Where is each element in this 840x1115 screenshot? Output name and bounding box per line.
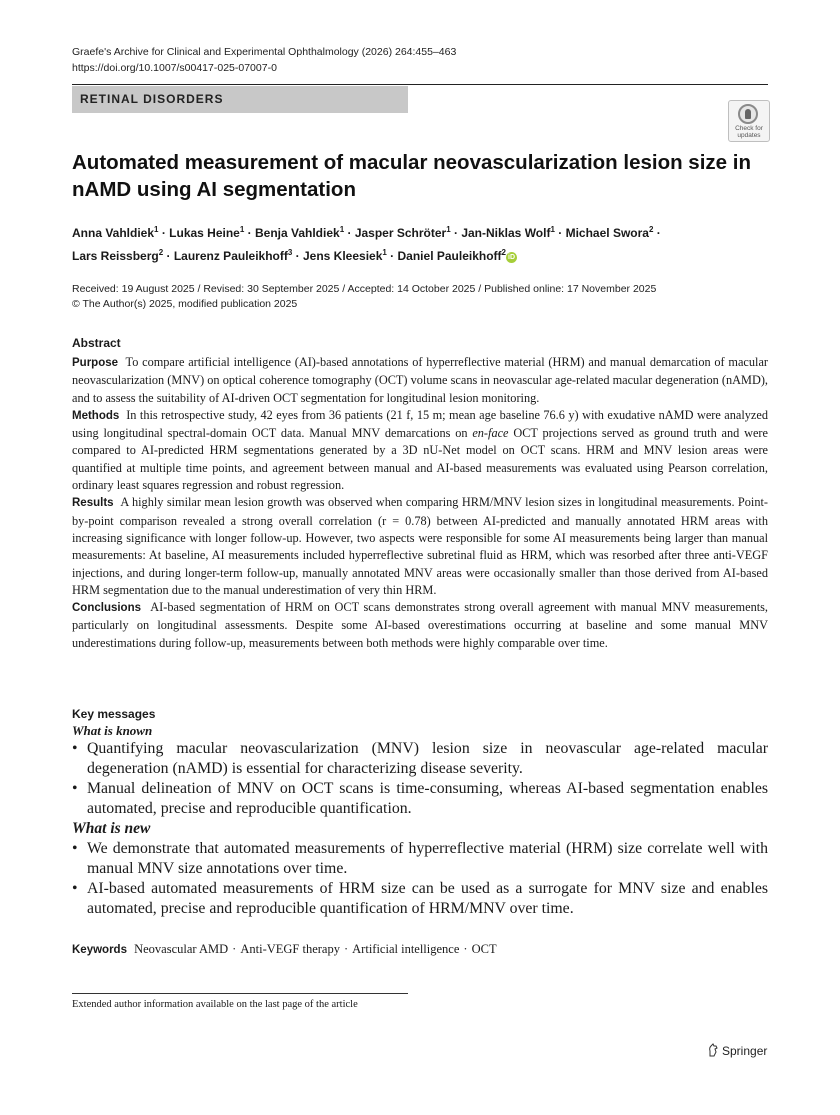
keyword-separator: · [463,942,468,956]
methods-label: Methods [72,409,120,422]
abstract-results [72,494,768,599]
check-for-updates-line2: updates [737,132,761,139]
author-affiliation: 3 [287,248,293,257]
author-name[interactable]: Lukas Heine [169,226,240,240]
copyright-notice: © The Author(s) 2025, modified publication 2025 [72,298,298,310]
author-name[interactable]: Michael Swora [565,226,649,240]
results-label: Results [72,497,114,510]
author-affiliation: 1 [339,225,345,234]
methods-text-a: In this retrospective study, 42 eyes from 36 patients (21 f, 15 m; mean age baseline 76.6 y) with exudative nAMD were analyzed using longitudinal spectral-domain OCT data. Manual MNV demarcations on [72,407,768,441]
author-separator: · [292,249,303,263]
publisher-logo [707,1043,767,1058]
author-name[interactable]: Anna Vahldiek [72,226,155,240]
conclusions-label: Conclusions [72,602,142,615]
list-item: • AI-based automated measurements of HRM size can be used as a surrogate for MNV size and enables automated, precise and reproducible quantification of HRM/MNV over time. [72,879,768,919]
header-divider [72,84,768,85]
author-name[interactable]: Daniel Pauleikhoff [397,249,502,263]
author-separator: · [163,249,174,263]
article-dates [72,282,656,312]
keyword: OCT [471,942,497,956]
author-separator: · [653,226,661,240]
key-messages [72,705,768,919]
what-is-known-heading: What is known [72,723,153,738]
keywords [72,942,497,957]
keyword: Artificial intelligence [352,942,460,956]
author-separator: · [344,226,355,240]
publication-history: Received: 19 August 2025 / Revised: 30 September 2025 / Accepted: 14 October 2025 / Published online: 17 November 2025 [72,283,657,295]
journal-header [72,44,456,76]
author-name[interactable]: Benja Vahldiek [254,226,340,240]
author-affiliation: 2 [501,248,506,257]
what-is-known-list [72,739,768,819]
check-for-updates-icon [738,104,758,124]
author-affiliation: 1 [382,248,387,257]
footnote: Extended author information available on the last page of the article [72,999,358,1010]
publisher-name: Springer [722,1044,768,1058]
author-affiliation: 1 [239,225,245,234]
list-item: • We demonstrate that automated measurements of hyperreflective material (HRM) size correlate well with manual MNV size annotations over time. [72,839,768,879]
author-affiliation: 2 [648,225,654,234]
author-name[interactable]: Jasper Schröter [354,226,447,240]
author-affiliation: 1 [550,225,555,234]
keyword: Neovascular AMD [134,942,229,956]
author-list [72,220,772,266]
abstract-conclusions [72,599,768,652]
author-affiliation: 2 [158,248,164,257]
check-for-updates-button[interactable] [728,100,770,142]
article-title: Automated measurement of macular neovascularization lesion size in nAMD using AI segmentation [72,151,751,201]
footnote-divider [72,993,408,994]
author-name[interactable]: Jens Kleesiek [303,249,383,263]
journal-citation: Graefe's Archive for Clinical and Experimental Ophthalmology (2026) 264:455–463 [72,46,457,58]
methods-italic: en-face [472,426,509,441]
abstract-methods [72,407,768,494]
list-item: • Quantifying macular neovascularization (MNV) lesion size in neovascular age-related macular degeneration (nAMD) is essential for characterizing disease severity. [72,739,768,779]
author-name[interactable]: Lars Reissberg [72,249,159,263]
what-is-new-list [72,839,768,919]
author-separator: · [450,226,462,240]
author-separator: · [244,226,255,240]
keyword: Anti-VEGF therapy [240,942,340,956]
section-banner [72,86,408,113]
author-affiliation: 1 [154,225,159,234]
orcid-icon[interactable]: iD [508,254,515,261]
author-separator: · [386,249,398,263]
results-text: A highly similar mean lesion growth was observed when comparing HRM/MNV lesion sizes in longitudinal measurements. Point-by-point comparison revealed a strong overall correlation (r = 0.78) between AI-predicted and manually annotated HRM areas with increasing significance with longer follow-up. However, two aspects were responsible for some AI measurements being larger than manual measurements: At baseline, AI measurements included hyperreflective subretinal fluid as HRM, which was resorbed after three anti-VEGF injections, and during longer-term follow-up, manually annotated MNV areas were occasionally smaller than those derived from AI-based HRM segmentation due to the manual underestimation of very thin HRM. [72,495,768,597]
abstract-purpose [72,354,768,407]
conclusions-text: AI-based segmentation of HRM on OCT scans demonstrates strong overall agreement with manual MNV measurements, particularly on longitudinal assessments. Despite some AI-based overestimations occurring at baseline and some manual MNV underestimations during follow-up, measurements between both methods were highly comparable over time. [72,600,768,650]
key-messages-heading: Key messages [72,707,156,721]
author-separator: · [158,226,170,240]
purpose-label: Purpose [72,357,119,369]
what-is-new-heading: What is new [72,820,151,837]
keyword-separator: · [232,942,237,956]
section-label: RETINAL DISORDERS [80,92,224,106]
author-separator: · [554,226,566,240]
methods-text-b: OCT projections served as ground truth and were compared to AI-predicted HRM segmentations generated by a 3D nU-Net model on OCT scans. HRM and MNV lesion areas were quantified at multiple time points, and agreement between manual and AI-based measurements was evaluated using Pearson correlation, ordinary least squares regression and robust regression. [72,426,768,493]
purpose-text: To compare artificial intelligence (AI)-based annotations of hyperreflective material (HRM) and manual demarcation of macular neovascularization (MNV) on optical coherence tomography (OCT) volume scans in neovascular age-related macular degeneration (nAMD), and to assess the suitability of AI-driven OCT segmentation for longitudinal lesion monitoring. [72,355,768,405]
list-item: • Manual delineation of MNV on OCT scans is time-consuming, whereas AI-based segmentation enables automated, precise and reproducible quantification. [72,779,768,819]
keywords-label: Keywords [72,944,127,956]
author-affiliation: 1 [446,225,451,234]
doi-link[interactable]: https://doi.org/10.1007/s00417-025-07007-0 [72,62,277,74]
abstract-body [72,354,768,652]
check-for-updates-line1: Check for [735,125,763,132]
springer-horse-icon [707,1043,719,1057]
keyword-separator: · [343,942,349,956]
author-name[interactable]: Jan-Niklas Wolf [461,226,551,240]
abstract-heading: Abstract [72,336,121,350]
author-name[interactable]: Laurenz Pauleikhoff [173,249,288,263]
